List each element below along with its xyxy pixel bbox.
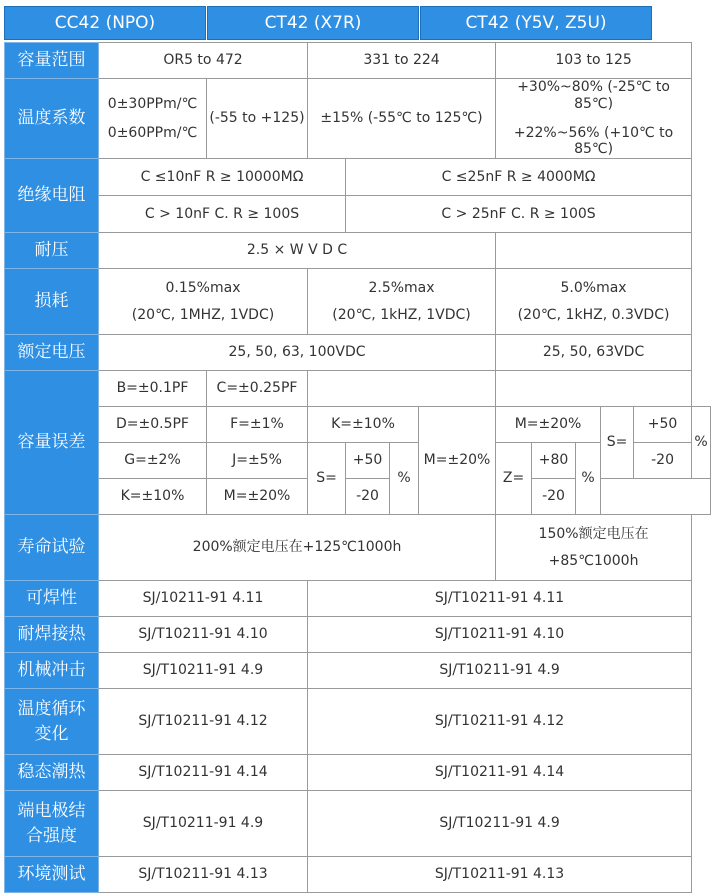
temp-coefficient-npo bbox=[99, 79, 207, 159]
header-ct42-x7r: CT42 (X7R) bbox=[207, 6, 419, 40]
temp-coefficient-y5v-line2: +22%~56% (+10℃ to 85℃) bbox=[513, 124, 674, 158]
label-terminal-strength bbox=[5, 791, 99, 857]
solder-heat-other: SJ/T10211-91 4.10 bbox=[308, 617, 692, 653]
label-insulation: 绝缘电阻 bbox=[5, 159, 99, 233]
tolerance-s-y5v-plus: +50 bbox=[634, 407, 692, 443]
rated-voltage-y5v: 25, 50, 63VDC bbox=[496, 335, 692, 371]
label-temp-coefficient: 温度系数 bbox=[5, 79, 99, 159]
row-damp-heat bbox=[5, 755, 711, 791]
loss-x7r-line2: (20℃, 1kHZ, 1VDC) bbox=[332, 306, 471, 323]
insulation-npo-line2: C > 10nF C. R ≥ 100S bbox=[99, 196, 346, 233]
label-environment-test: 环境测试 bbox=[5, 857, 99, 893]
label-rated-voltage: 额定电压 bbox=[5, 335, 99, 371]
loss-y5v bbox=[496, 269, 692, 335]
loss-x7r bbox=[308, 269, 496, 335]
terminal-strength-npo: SJ/T10211-91 4.9 bbox=[99, 791, 308, 857]
environment-test-other: SJ/T10211-91 4.13 bbox=[308, 857, 692, 893]
life-test-y5v-line1: 150%额定电压在 bbox=[538, 525, 649, 542]
spec-table bbox=[4, 42, 711, 893]
row-temp-coefficient bbox=[5, 79, 711, 159]
solderability-npo: SJ/10211-91 4.11 bbox=[99, 581, 308, 617]
tolerance-s-x7r-minus: -20 bbox=[346, 479, 390, 515]
temp-coefficient-npo-line2: 0±60PPm/℃ bbox=[107, 124, 198, 141]
header-cc42-npo: CC42 (NPO) bbox=[4, 6, 206, 40]
temp-coefficient-npo-line1: 0±30PPm/℃ bbox=[107, 95, 198, 112]
loss-npo-line2: (20℃, 1MHZ, 1VDC) bbox=[131, 306, 275, 323]
insulation-other-line2: C > 25nF C. R ≥ 100S bbox=[346, 196, 692, 233]
tolerance-j: J=±5% bbox=[207, 443, 308, 479]
label-terminal-strength-line2: 合强度 bbox=[26, 825, 77, 846]
tolerance-z-y5v-pct: % bbox=[576, 443, 601, 515]
label-temp-cycle-line2: 变化 bbox=[34, 723, 69, 744]
tolerance-y5v-bottom-empty bbox=[601, 479, 711, 515]
solder-heat-npo: SJ/T10211-91 4.10 bbox=[99, 617, 308, 653]
row-tolerance-2 bbox=[5, 407, 711, 443]
tolerance-s-x7r-plus: +50 bbox=[346, 443, 390, 479]
temp-cycle-other: SJ/T10211-91 4.12 bbox=[308, 689, 692, 755]
row-environment-test bbox=[5, 857, 711, 893]
row-insulation-1 bbox=[5, 159, 711, 196]
row-withstand-voltage bbox=[5, 233, 711, 269]
tolerance-x7r-empty bbox=[308, 371, 496, 407]
temp-coefficient-y5v bbox=[496, 79, 692, 159]
row-loss bbox=[5, 269, 711, 335]
tolerance-s-y5v-minus: -20 bbox=[634, 443, 692, 479]
label-capacity-range: 容量范围 bbox=[5, 43, 99, 79]
tolerance-s-y5v: S= bbox=[601, 407, 634, 479]
tolerance-z-y5v-plus: +80 bbox=[532, 443, 576, 479]
loss-npo bbox=[99, 269, 308, 335]
label-damp-heat: 稳态潮热 bbox=[5, 755, 99, 791]
row-capacity-range bbox=[5, 43, 711, 79]
temp-cycle-npo: SJ/T10211-91 4.12 bbox=[99, 689, 308, 755]
life-test-y5v bbox=[496, 515, 692, 581]
label-solder-heat: 耐焊接热 bbox=[5, 617, 99, 653]
temp-coefficient-npo-range: (-55 to +125) bbox=[207, 79, 308, 159]
row-mechanical-shock bbox=[5, 653, 711, 689]
solderability-other: SJ/T10211-91 4.11 bbox=[308, 581, 692, 617]
capacity-range-y5v: 103 to 125 bbox=[496, 43, 692, 79]
label-solderability: 可焊性 bbox=[5, 581, 99, 617]
row-tolerance-1 bbox=[5, 371, 711, 407]
tolerance-z-y5v-minus: -20 bbox=[532, 479, 576, 515]
mechanical-shock-other: SJ/T10211-91 4.9 bbox=[308, 653, 692, 689]
label-capacity-tolerance: 容量误差 bbox=[5, 371, 99, 515]
loss-y5v-line2: (20℃, 1kHZ, 0.3VDC) bbox=[517, 306, 670, 323]
damp-heat-npo: SJ/T10211-91 4.14 bbox=[99, 755, 308, 791]
row-rated-voltage bbox=[5, 335, 711, 371]
tolerance-m-npo: M=±20% bbox=[207, 479, 308, 515]
tolerance-c: C=±0.25PF bbox=[207, 371, 308, 407]
label-temp-cycle-line1: 温度循环 bbox=[17, 699, 86, 720]
insulation-other-line1: C ≤25nF R ≥ 4000MΩ bbox=[346, 159, 692, 196]
header-ct42-y5v-z5u: CT42 (Y5V, Z5U) bbox=[420, 6, 652, 40]
tolerance-g: G=±2% bbox=[99, 443, 207, 479]
terminal-strength-other: SJ/T10211-91 4.9 bbox=[308, 791, 692, 857]
life-test-npo-x7r: 200%额定电压在+125℃1000h bbox=[99, 515, 496, 581]
tolerance-b: B=±0.1PF bbox=[99, 371, 207, 407]
rated-voltage-npo-x7r: 25, 50, 63, 100VDC bbox=[99, 335, 496, 371]
label-life-test: 寿命试验 bbox=[5, 515, 99, 581]
tolerance-m-x7r: M=±20% bbox=[419, 407, 496, 515]
tolerance-s-x7r-pct: % bbox=[390, 443, 419, 515]
capacity-range-x7r: 331 to 224 bbox=[308, 43, 496, 79]
tolerance-z-y5v: Z= bbox=[496, 443, 532, 515]
capacity-range-npo: OR5 to 472 bbox=[99, 43, 308, 79]
row-solder-heat bbox=[5, 617, 711, 653]
damp-heat-other: SJ/T10211-91 4.14 bbox=[308, 755, 692, 791]
tolerance-d: D=±0.5PF bbox=[99, 407, 207, 443]
row-solderability bbox=[5, 581, 711, 617]
temp-coefficient-x7r: ±15% (-55℃ to 125℃) bbox=[308, 79, 496, 159]
tolerance-m-y5v: M=±20% bbox=[496, 407, 601, 443]
loss-y5v-line1: 5.0%max bbox=[560, 279, 627, 296]
tolerance-k-npo: K=±10% bbox=[99, 479, 207, 515]
row-temp-cycle bbox=[5, 689, 711, 755]
label-temp-cycle bbox=[5, 689, 99, 755]
tolerance-s-x7r: S= bbox=[308, 443, 346, 515]
tolerance-k-x7r: K=±10% bbox=[308, 407, 419, 443]
loss-x7r-line1: 2.5%max bbox=[368, 279, 435, 296]
row-tolerance-4 bbox=[5, 479, 711, 515]
loss-npo-line1: 0.15%max bbox=[165, 279, 241, 296]
withstand-voltage-y5v bbox=[496, 233, 692, 269]
temp-coefficient-y5v-line1: +30%~80% (-25℃ to 85℃) bbox=[517, 79, 670, 112]
label-mechanical-shock: 机械冲击 bbox=[5, 653, 99, 689]
withstand-voltage-value: 2.5 × W V D C bbox=[99, 233, 496, 269]
label-withstand-voltage: 耐压 bbox=[5, 233, 99, 269]
tolerance-s-y5v-pct: % bbox=[692, 407, 711, 479]
environment-test-npo: SJ/T10211-91 4.13 bbox=[99, 857, 308, 893]
label-loss: 损耗 bbox=[5, 269, 99, 335]
label-terminal-strength-line1: 端电极结 bbox=[17, 801, 86, 822]
tolerance-f: F=±1% bbox=[207, 407, 308, 443]
row-life-test bbox=[5, 515, 711, 581]
tolerance-y5v-empty bbox=[496, 371, 692, 407]
insulation-npo-line1: C ≤10nF R ≥ 10000MΩ bbox=[99, 159, 346, 196]
row-terminal-strength bbox=[5, 791, 711, 857]
life-test-y5v-line2: +85℃1000h bbox=[548, 552, 639, 569]
mechanical-shock-npo: SJ/T10211-91 4.9 bbox=[99, 653, 308, 689]
row-insulation-2 bbox=[5, 196, 711, 233]
